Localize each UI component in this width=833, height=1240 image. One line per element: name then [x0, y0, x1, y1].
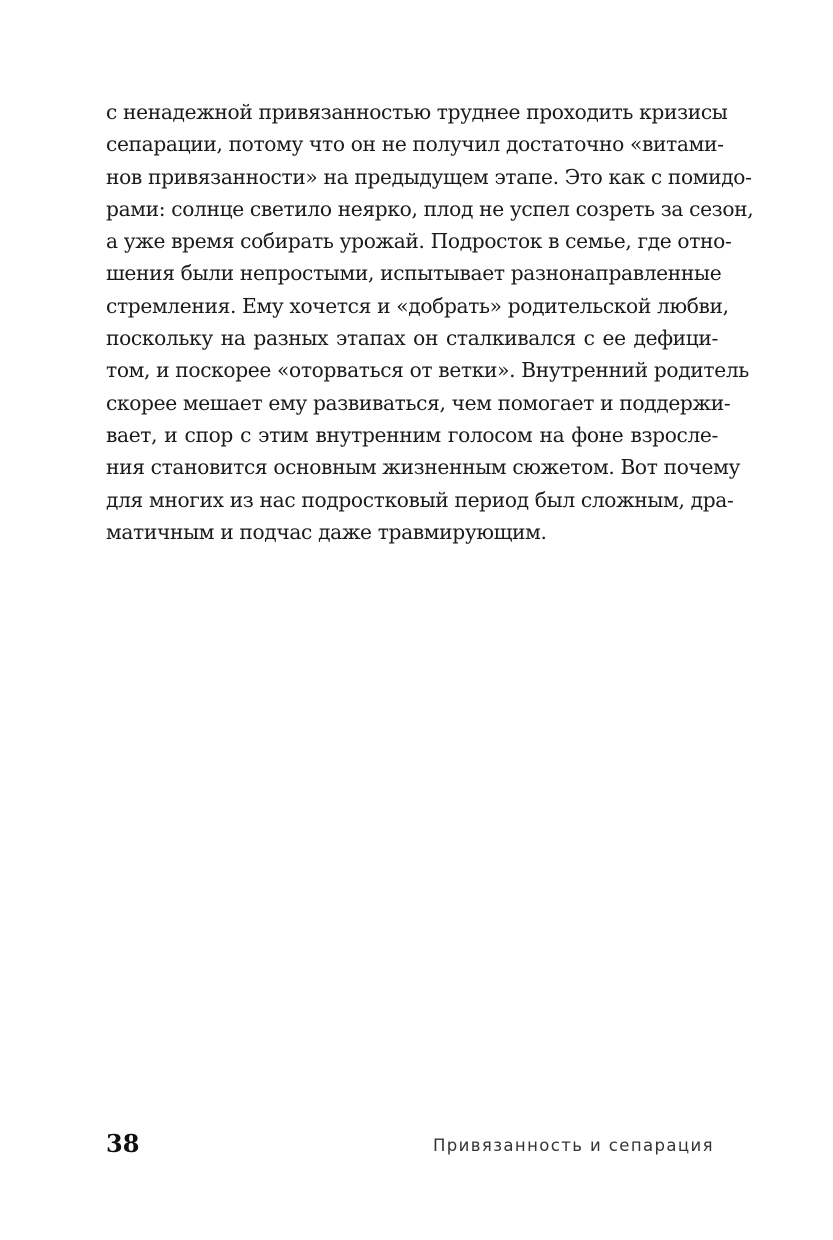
page-number: 38	[106, 1129, 140, 1158]
text-line: вает, и спор с этим внутренним голосом на фоне взросле-	[106, 422, 718, 447]
running-head: Привязанность и сепарация	[432, 1136, 714, 1155]
text-line: для многих из нас подростковый период был сложным, дра-	[106, 487, 734, 512]
text-line: нов привязанности» на предыдущем этапе. Это как с помидо-	[106, 164, 752, 189]
text-line: ния становится основным жизненным сюжетом. Вот почему	[106, 455, 741, 480]
text-line: том, и поскорее «оторваться от ветки». Внутренний родитель	[106, 358, 749, 383]
text-line: рами: солнце светило неярко, плод не успел созреть за сезон,	[106, 196, 754, 221]
text-line: стремления. Ему хочется и «добрать» родительской любви,	[106, 293, 729, 318]
body-paragraph	[106, 96, 754, 548]
page-footer	[106, 1126, 718, 1166]
text-line: поскольку на разных этапах он сталкивался с ее дефици-	[106, 326, 718, 351]
text-line: сепарации, потому что он не получил достаточно «витами-	[106, 132, 724, 157]
text-line: шения были непростыми, испытывает разнонаправленные	[106, 261, 722, 286]
text-line: с ненадежной привязанностью труднее проходить кризисы	[106, 100, 728, 124]
text-line: матичным и подчас даже травмирующим.	[106, 519, 547, 544]
text-line: скорее мешает ему развиваться, чем помогает и поддержи-	[106, 390, 731, 415]
text-line: а уже время собирать урожай. Подросток в семье, где отно-	[106, 229, 732, 254]
